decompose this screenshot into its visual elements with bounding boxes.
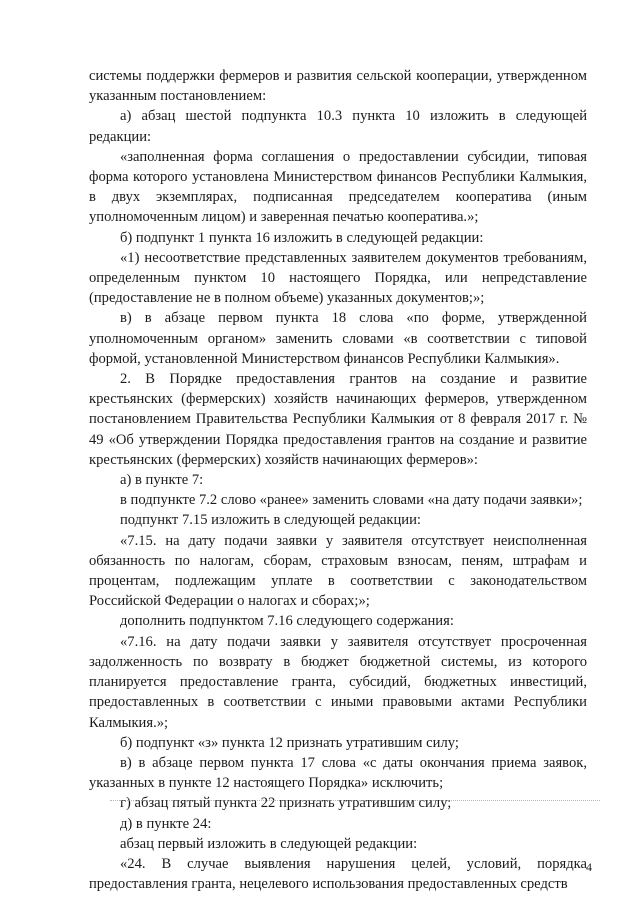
paragraph: в) в абзаце первом пункта 18 слова «по форме, утвержденной уполномоченным органом» заменить словами «в соответствии с типовой формой, установленной Министерством финансов Республики Калмыкия». [89,310,587,367]
paragraph: дополнить подпунктом 7.16 следующего содержания: [120,613,454,630]
paragraph: б) подпункт 1 пункта 16 изложить в следующей редакции: [120,229,484,246]
paragraph: в) в абзаце первом пункта 17 слова «с даты окончания приема заявок, указанных в пункте 12 настоящего Порядка» исключить; [89,754,587,792]
paragraph: 2. В Порядке предоставления грантов на создание и развитие крестьянских (фермерских) хозяйств начинающих фермеров, утвержденном постановлением Правительства Республики Калмыкия от 8 февраля 2017 г. № 49 «Об утверждении Порядка предоставления грантов на создание и развитие крестьянских (фермерских) хозяйств начинающих фермеров»: [89,371,587,468]
paragraph: г) абзац пятый пункта 22 признать утратившим силу; [120,795,452,812]
paragraph: д) в пункте 24: [120,815,212,832]
paragraph: «заполненная форма соглашения о предоставлении субсидии, типовая форма которого установлена Министерством финансов Республики Калмыкия, в двух экземплярах, подписанная председателем кооператива (иным уполномоченным лицом) и заверенная печатью кооператива.»; [89,148,587,226]
paragraph: а) в пункте 7: [120,472,204,489]
document-body [89,66,587,894]
scan-artifact-line [110,800,600,802]
paragraph: «7.15. на дату подачи заявки у заявителя отсутствует неисполненная обязанность по налогам, сборам, страховым взносам, пеням, штрафам и процентам, подлежащим уплате в соответствии с законодательством Российской Федерации о налогах и сборах;»; [89,532,587,610]
paragraph: «1) несоответствие представленных заявителем документов требованиям, определенным пунктом 10 настоящего Порядка, или непредставление (предоставление не в полном объеме) указанных документов;»; [89,249,587,307]
page-number: 4 [586,860,592,874]
paragraph: в подпункте 7.2 слово «ранее» заменить словами «на дату подачи заявки»; [120,492,583,509]
paragraph: «7.16. на дату подачи заявки у заявителя отсутствует просроченная задолженность по возврату в бюджет бюджетной системы, из которого планируется предоставление гранта, субсидий, бюджетных инвестиций, предоставленных в соответствии с иными правовыми актами Республики Калмыкия.»; [89,633,587,731]
paragraph: «24. В случае выявления нарушения целей, условий, порядка предоставления гранта, нецелевого использования предоставленных средств [89,855,587,893]
paragraph: системы поддержки фермеров и развития сельской кооперации, утвержденном указанным постановлением: [89,68,587,105]
paragraph: подпункт 7.15 изложить в следующей редакции: [120,512,421,529]
paragraph: а) абзац шестой подпункта 10.3 пункта 10 изложить в следующей редакции: [89,108,587,145]
paragraph: б) подпункт «з» пункта 12 признать утратившим силу; [120,734,459,751]
paragraph: абзац первый изложить в следующей редакции: [120,835,418,852]
